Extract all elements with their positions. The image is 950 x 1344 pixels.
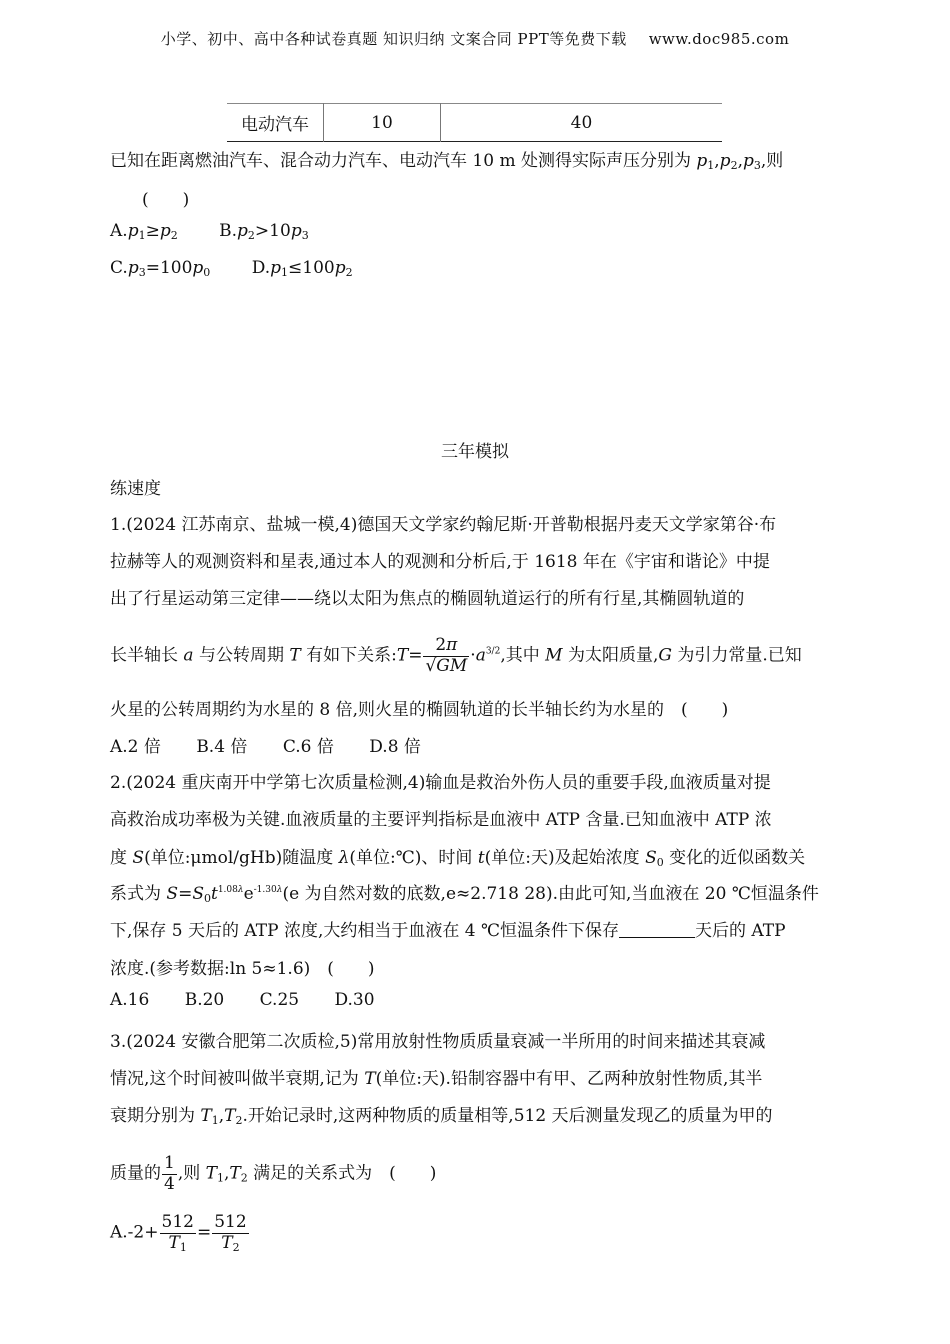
table-row <box>227 104 722 142</box>
q2-line2: 高救治成功率极为关键.血液质量的主要评判指标是血液中 ATP 含量.已知血液中 ATP 浓 <box>110 810 772 830</box>
kepler-fraction: $\frac{2\pi}{√GM}$ <box>425 635 468 676</box>
q3-line3: 衰期分别为 $T_1,T_2$.开始记录时,这两种物质的质量相等,512 天后测量发现乙的质量为甲的 <box>110 1106 773 1127</box>
table-cell-name: 电动汽车 <box>227 104 324 142</box>
header-text: 小学、初中、高中各种试卷真题 知识归纳 文案合同 PPT等免费下载 <box>160 30 627 48</box>
prev-options-row1 <box>110 221 309 241</box>
q1-option-d[interactable]: D.8 倍 <box>369 737 421 757</box>
header-url: www.doc985.com <box>648 30 790 48</box>
q3-line4: 质量的 $\frac{1}{4}$ ,则 $T_1,T_2$ 满足的关系式为 ( ) <box>110 1153 437 1194</box>
option-d[interactable]: $D.p_1\le 100p_2$ <box>251 258 353 279</box>
section-subtitle: 练速度 <box>110 479 161 499</box>
option-b[interactable]: $B.p_2>10p_3$ <box>219 221 309 242</box>
table-cell-value1: 10 <box>324 104 441 142</box>
q2-options <box>110 990 375 1010</box>
q1-line4: 长半轴长 a 与公转周期 T 有如下关系:T= $\frac{2\pi}{√GM}$ $\cdot a^{3/2}$,其中 M 为太阳质量,G 为引力常量.已知 <box>110 635 802 676</box>
prev-options-row2 <box>110 258 353 278</box>
q2-option-c[interactable]: C.25 <box>259 990 300 1010</box>
q1-line5: 火星的公转周期约为水星的 8 倍,则火星的椭圆轨道的长半轴长约为水星的 ( ) <box>110 700 729 720</box>
option-c[interactable]: $C.p_3=100p_0$ <box>110 258 211 279</box>
prev-question-stem: 已知在距离燃油汽车、混合动力汽车、电动汽车 10 m 处测得实际声压分别为 $p_1,p_2,p_3$,则 <box>110 151 784 172</box>
table-cell-value2: 40 <box>570 112 593 133</box>
q3-line1: 3.(2024 安徽合肥第二次质检,5)常用放射性物质质量衰减一半所用的时间来描述其衰减 <box>110 1032 766 1052</box>
quarter-fraction: $\frac{1}{4}$ <box>164 1153 175 1194</box>
q1-line3: 出了行星运动第三定律——绕以太阳为焦点的椭圆轨道运行的所有行星,其椭圆轨道的 <box>110 589 745 609</box>
q2-line4: 系式为 $S=S_0t^{1.08\lambda}e^{-1.30\lambda}(e$ 为自然对数的底数,e≈2.718 28).由此可知,当血液在 20 ℃恒温条件 <box>110 884 819 905</box>
q2-line6: 浓度.(参考数据:ln 5≈1.6) ( ) <box>110 959 375 979</box>
option-a[interactable]: $A.p_1\ge p_2$ <box>110 221 178 242</box>
prev-question-paren: ( ) <box>142 190 190 210</box>
noise-table <box>227 103 722 142</box>
q2-option-a[interactable]: A.16 <box>110 990 150 1010</box>
page-header <box>0 28 950 49</box>
q1-options <box>110 732 421 757</box>
answer-blank[interactable] <box>619 920 695 938</box>
section-title: 三年模拟 <box>441 442 509 462</box>
q3-line2: 情况,这个时间被叫做半衰期,记为 T(单位:天).铅制容器中有甲、乙两种放射性物质,其半 <box>110 1069 763 1089</box>
q2-line3: 度 S(单位:μmol/gHb)随温度 λ(单位:℃)、时间 t(单位:天)及起始浓度 $S_0$ 变化的近似函数关 <box>110 848 806 869</box>
q2-option-b[interactable]: B.20 <box>184 990 225 1010</box>
q1-line1: 1.(2024 江苏南京、盐城一模,4)德国天文学家约翰尼斯·开普勒根据丹麦天文学家第谷·布 <box>110 515 777 535</box>
q2-option-d[interactable]: D.30 <box>334 990 375 1010</box>
q3-option-a[interactable]: A.-2+ $\frac{512}{T_1}$ = $\frac{512}{T_2}$ <box>110 1212 247 1254</box>
q1-line2: 拉赫等人的观测资料和星表,通过本人的观测和分析后,于 1618 年在《宇宙和谐论》中提 <box>110 552 770 572</box>
q1-option-a[interactable]: A.2 倍 <box>110 737 161 757</box>
q1-option-b[interactable]: B.4 倍 <box>196 737 248 757</box>
q2-line5: 下,保存 5 天后的 ATP 浓度,大约相当于血液在 4 ℃恒温条件下保存 天后的 ATP <box>110 921 786 941</box>
q2-line1: 2.(2024 重庆南开中学第七次质量检测,4)输血是救治外伤人员的重要手段,血液质量对提 <box>110 773 771 793</box>
q1-option-c[interactable]: C.6 倍 <box>282 737 334 757</box>
